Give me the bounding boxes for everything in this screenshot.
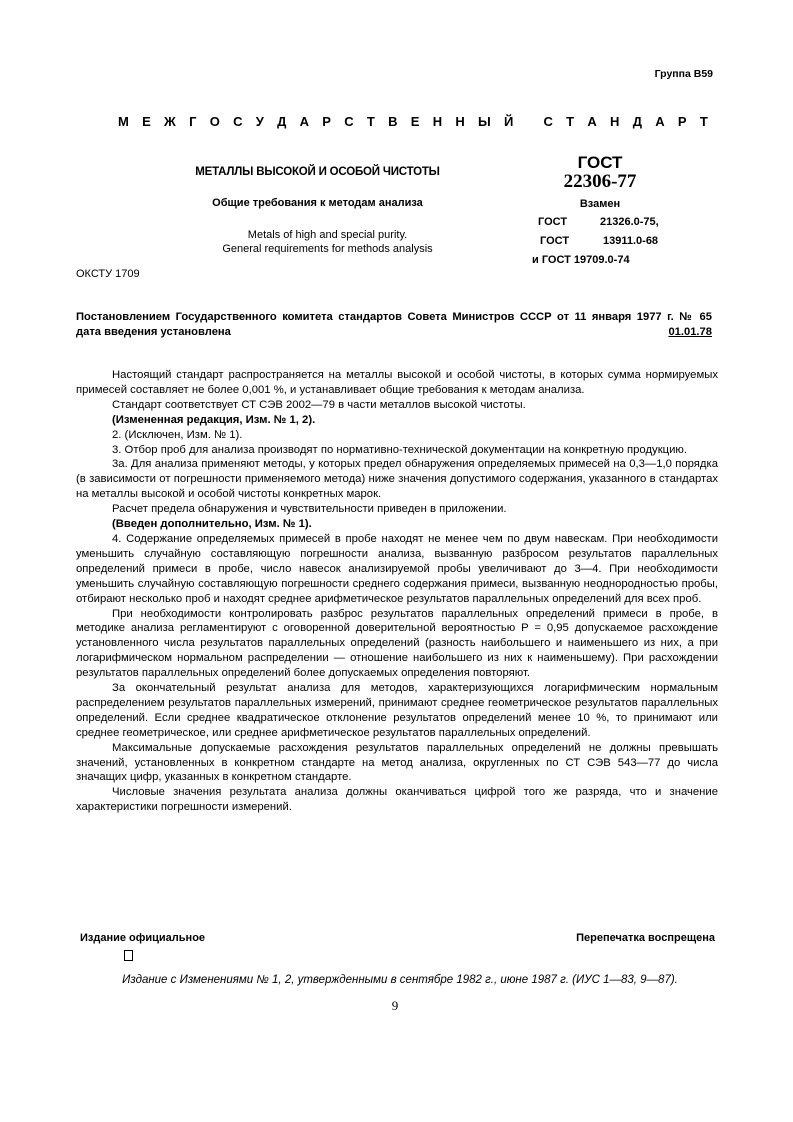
decree-line-1: Постановлением Государственного комитета стандартов Совета Министров СССР от 11 января 1977 г. № 65: [76, 311, 712, 323]
heading-letter: Н: [455, 114, 465, 129]
heading-letter: Т: [366, 114, 375, 129]
heading-letter: В: [388, 114, 398, 129]
edition-note: Издание с Изменениями № 1, 2, утвержденными в сентябре 1982 г., июне 1987 г. (ИУС 1—83, 9—87).: [122, 974, 678, 986]
body-text: [76, 368, 718, 815]
official-edition-label: Издание официальное: [80, 932, 206, 944]
decree-block: [76, 310, 712, 339]
body-paragraph: Расчет предела обнаружения и чувствительности приведен в приложении.: [112, 503, 507, 516]
replaces-label: Взамен: [579, 198, 621, 210]
heading-letter: Е: [410, 114, 420, 129]
replaced-standard-2-number: 13911.0-68: [603, 235, 659, 247]
document-subtitle: Общие требования к методам анализа: [212, 197, 423, 209]
english-title-line-1: Metals of high and special purity.: [247, 229, 408, 241]
body-paragraph: За окончательный результат анализа для методов, характеризующихся логарифмическим нормальным распределением результатов параллельных измерений, принимают среднее геометрическое результатов параллельных определений. Если среднее квадратическое отклонение результатов определений менее 10 %, то принимают или среднее геометрическое, или среднее арифметическое результатов параллельных определений.: [76, 682, 718, 739]
body-paragraph: При необходимости контролировать разброс результатов параллельных определений примеси в пробе, в методике анализа регламентируют с оговоренной доверительной вероятностью P = 0,95 допускаемое расхождение установленного числа результатов параллельных определений (разность наибольшего и наименьшего из них, а при логарифмическом нормальном распределении — отношение наибольшего из них к наименьшему). При расхождении результатов параллельных определений более допускаемых определения повторяют.: [76, 607, 718, 680]
heading-letter: Ы: [478, 114, 491, 129]
body-paragraph: (Измененная редакция, Изм. № 1, 2).: [112, 413, 316, 426]
heading-letter: М: [118, 114, 129, 129]
heading-letter: Т: [566, 114, 575, 129]
body-paragraph: 2. (Исключен, Изм. № 1).: [112, 428, 243, 441]
heading-letter: А: [587, 114, 597, 129]
gost-label: ГОСТ: [577, 153, 623, 172]
checkbox-glyph: [124, 950, 133, 961]
heading-letter: Д: [632, 114, 642, 129]
body-paragraph: 3. Отбор проб для анализа производят по нормативно-технической документации на конкретную продукцию.: [112, 443, 688, 456]
heading-letter: А: [655, 114, 665, 129]
heading-letter: С: [344, 114, 354, 129]
heading-letter: Р: [322, 114, 331, 129]
standard-type-heading: [118, 114, 708, 129]
heading-letter: С: [233, 114, 243, 129]
document-title: МЕТАЛЛЫ ВЫСОКОЙ И ОСОБОЙ ЧИСТОТЫ: [195, 166, 440, 178]
body-paragraph: Максимальные допускаемые расхождения результатов параллельных определений не должны превышать значений, установленных в конкретном стандарте на метод анализа, округленных по СТ СЭВ 543—77 до числа значащих цифр, указанных в конкретном стандарте.: [76, 741, 718, 784]
replaced-standard-2-prefix: ГОСТ: [540, 235, 570, 247]
heading-letter: Г: [189, 114, 197, 129]
heading-letter: А: [299, 114, 310, 129]
body-paragraph: (Введен дополнительно, Изм. № 1).: [112, 518, 312, 531]
heading-letter: Н: [432, 114, 443, 129]
heading-letter: У: [255, 114, 264, 129]
replaced-standard-1-prefix: ГОСТ: [538, 216, 568, 228]
body-paragraph: 3а. Для анализа применяют методы, у которых предел обнаружения определяемых примесей на 0,3—1,0 порядка (в зависимости от погрешности применяемого метода) ниже значения допустимого содержания, указанного в стандартах на металлы высокой и особой чистоты конкретных марок.: [76, 458, 718, 501]
heading-letter: Д: [277, 114, 287, 129]
page-number: 9: [391, 998, 399, 1013]
gost-number: 22306-77: [563, 171, 637, 192]
group-code: Группа В59: [654, 68, 713, 80]
heading-letter: Н: [610, 114, 620, 129]
heading-letter: Т: [699, 114, 708, 129]
heading-letter: О: [209, 114, 220, 129]
introduction-date: 01.01.78: [668, 325, 712, 338]
english-title-line-2: General requirements for methods analysis: [222, 243, 433, 255]
heading-letter: Е: [142, 114, 151, 129]
replaced-standard-3: и ГОСТ 19709.0-74: [532, 254, 630, 266]
body-paragraph: Стандарт соответствует СТ СЭВ 2002—79 в части металлов высокой чистоты.: [112, 398, 526, 411]
reprint-prohibited-label: Перепечатка воспрещена: [576, 932, 715, 944]
english-title: [120, 228, 535, 256]
body-paragraph: 4. Содержание определяемых примесей в пробе находят не менее чем по двум навескам. При необходимости уменьшить случайную составляющую погрешности анализа, вызванную разбросом результатов параллельных определений примеси в пробе, число навесок анализируемой пробы увеличивают до 3—4. При необходимости уменьшить случайную составляющую погрешности среднего содержания примеси, вызванную неоднородностью пробы, отбирают несколько проб и находят среднее арифметическое результатов параллельных определений для всех проб.: [76, 532, 718, 605]
heading-letter: Ж: [164, 114, 176, 129]
replaced-standard-1-number: 21326.0-75,: [600, 216, 659, 228]
body-paragraph: Числовые значения результата анализа должны оканчиваться цифрой того же разряда, что и значение характеристики погрешности измерений.: [76, 786, 718, 814]
heading-letter: [527, 114, 531, 129]
heading-letter: Р: [677, 114, 687, 129]
oksu-code: ОКСТУ 1709: [76, 268, 140, 280]
heading-letter: С: [543, 114, 553, 129]
body-paragraph: Настоящий стандарт распространяется на металлы высокой и особой чистоты, в которых сумма нормируемых примесей составляет не более 0,001 %, и устанавливает общие требования к методам анализа.: [76, 369, 718, 396]
heading-letter: Й: [504, 114, 514, 129]
decree-line-2: дата введения установлена: [76, 325, 231, 338]
